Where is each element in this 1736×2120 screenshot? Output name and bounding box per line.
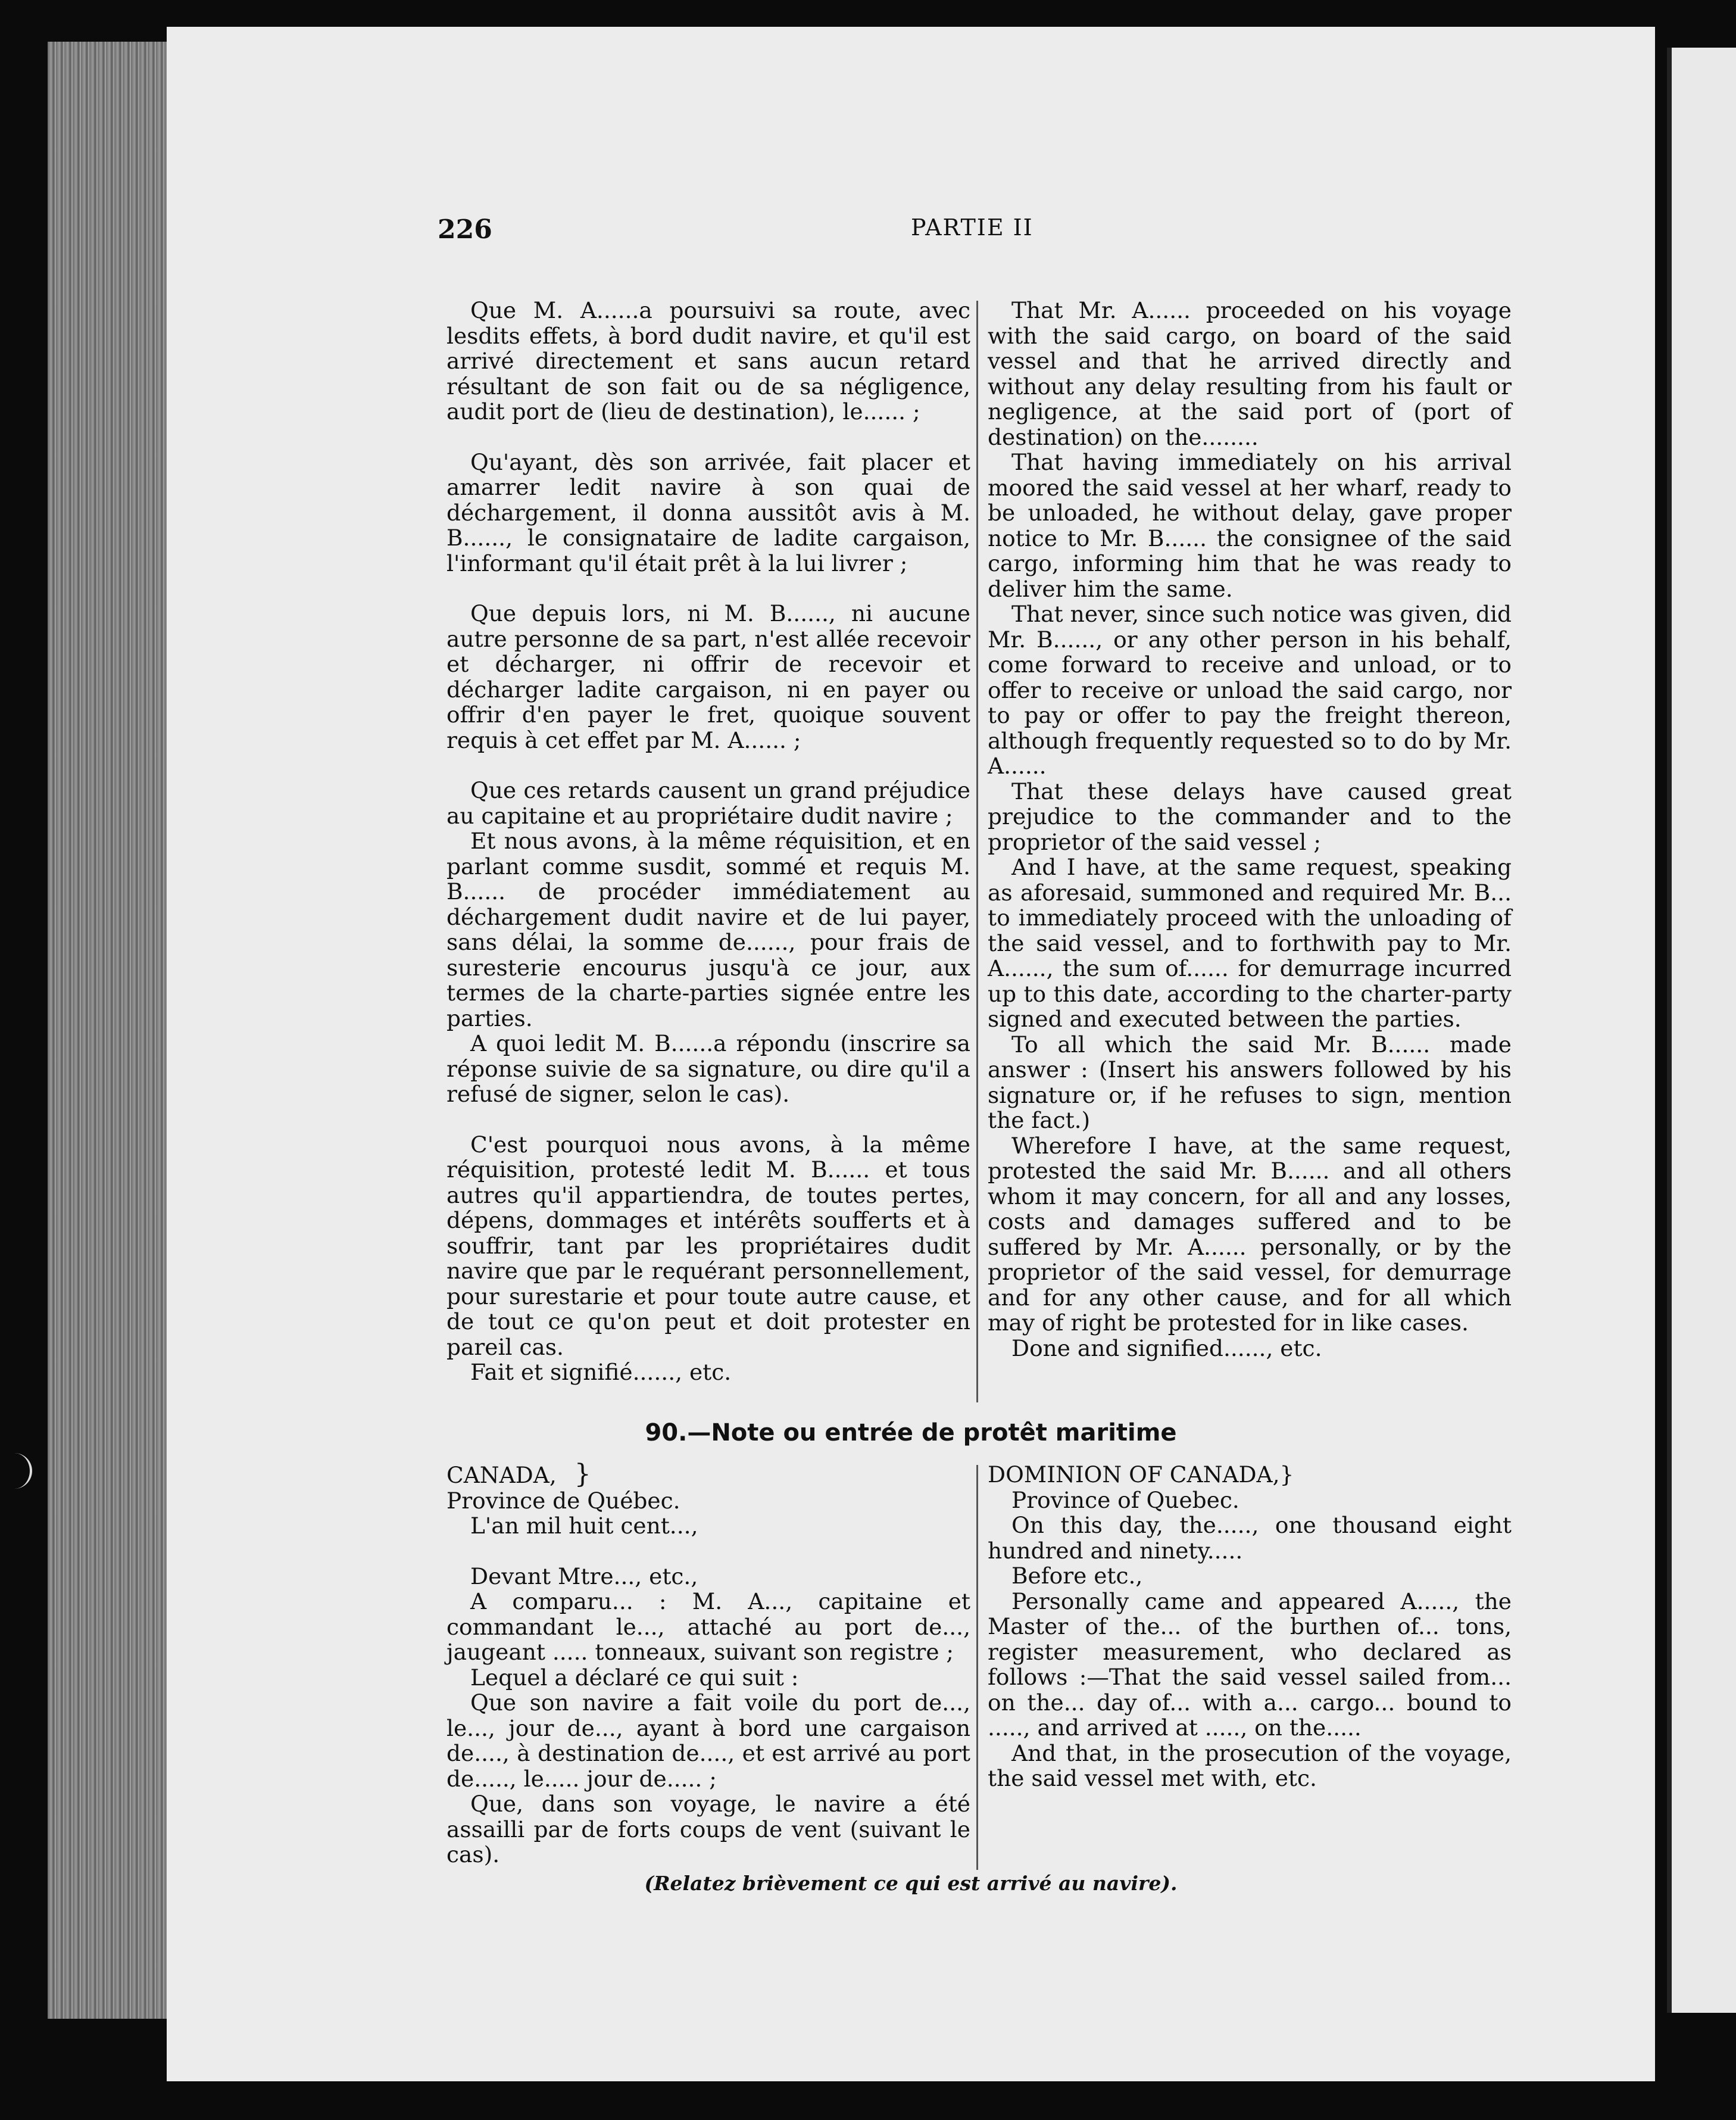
french-paragraph: Que, dans son voyage, le navire a été assailli par de forts coups de vent (suivant le cas). xyxy=(447,1791,970,1868)
french-paragraph: Que depuis lors, ni M. B......, ni aucune autre personne de sa part, n'est allée recevoir et décharger, ni offrir de recevoir et décharger ladite cargaison, ni en payer ou offrir d'en payer le fret, quoique souvent requis à cet effet par M. A...... ; xyxy=(447,600,970,753)
running-head: PARTIE II xyxy=(911,214,1034,241)
french-paragraph: Devant Mtre..., etc., xyxy=(470,1563,698,1589)
english-paragraph: That having immediately on his arrival moored the said vessel at her wharf, ready to be unloaded, he without delay, gave proper notice to Mr. B...... the consignee of the said cargo, informing him that he was ready to deliver him the same. xyxy=(988,449,1512,602)
english-paragraph: Done and signified......, etc. xyxy=(1011,1335,1322,1361)
english-column-top xyxy=(988,298,1512,1361)
english-column-bottom xyxy=(988,1462,1512,1791)
english-paragraph: To all which the said Mr. B...... made answer : (Insert his answers followed by his signature or, if he refuses to sign, mention the fact.) xyxy=(988,1031,1512,1133)
french-locale-province: Province de Québec. xyxy=(447,1487,680,1514)
french-column-bottom xyxy=(447,1459,970,1868)
french-paragraph: A quoi ledit M. B......a répondu (inscrire sa réponse suivie de sa signature, ou dire qu'il a refusé de signer, selon le cas). xyxy=(447,1030,970,1107)
french-paragraph: Que M. A......a poursuivi sa route, avec lesdits effets, à bord dudit navire, et qu'il est arrivé directement et sans aucun retard résultant de son fait ou de sa négligence, audit port de (lieu de destination), le...... ; xyxy=(447,297,970,425)
french-paragraph: A comparu... : M. A..., capitaine et commandant le..., attaché au port de..., jaugeant ..... tonneaux, suivant son registre ; xyxy=(447,1588,970,1665)
french-paragraph: Fait et signifié......, etc. xyxy=(470,1359,732,1385)
french-paragraph: Que ces retards causent un grand préjudice au capitaine et au propriétaire dudit navire ; xyxy=(447,777,970,829)
page-number: 226 xyxy=(438,214,492,245)
english-paragraph: Personally came and appeared A....., the Master of the... of the burthen of... tons, register measurement, who declared as follows :—That the said vessel sailed from... on the... day of... with a... cargo... bound to ....., and arrived at ....., on the..... xyxy=(988,1588,1512,1741)
english-paragraph: Wherefore I have, at the same request, protested the said Mr. B...... and all others whom it may concern, for all and any losses, costs and damages suffered and to be suffered by Mr. A...... personally, or by the proprietor of the said vessel, for demurrage and for any other cause, and for all which may of right be protested for in like cases. xyxy=(988,1132,1512,1336)
french-paragraph: Que son navire a fait voile du port de..., le..., jour de..., ayant à bord une cargaison de...., à destination de...., et est arrivé au port de....., le..... jour de..... ; xyxy=(447,1689,970,1792)
english-paragraph: Before etc., xyxy=(1011,1563,1143,1589)
french-paragraph: Lequel a déclaré ce qui suit : xyxy=(470,1664,799,1691)
column-divider-bottom xyxy=(976,1465,978,1870)
book-page xyxy=(167,27,1655,2081)
french-paragraph: C'est pourquoi nous avons, à la même réquisition, protesté ledit M. B...... et tous autres qu'il appartiendra, de toutes pertes, dépens, dommages et intérêts soufferts et à souffrir, tant par les propriétaires dudit navire que par le requérant personnellement, pour surestarie et pour toute autre cause, et de tout ce qu'on peut et doit protester en pareil cas. xyxy=(447,1131,970,1360)
brace-icon: } xyxy=(1279,1461,1294,1488)
english-paragraph: That Mr. A...... proceeded on his voyage with the said cargo, on board of the said vessel and that he arrived directly and without any delay resulting from his fault or negligence, at the said port of (port of destination) on the........ xyxy=(988,297,1512,450)
french-paragraph: Et nous avons, à la même réquisition, et en parlant comme susdit, sommé et requis M. B...... de procéder immédiatement au déchargement dudit navire et de lui payer, sans délai, la somme de......, pour frais de suresterie encourus jusqu'à ce jour, aux termes de la charte-parties signée entre les parties. xyxy=(447,828,970,1031)
section-heading: 90.—Note ou entrée de protêt maritime xyxy=(645,1419,1177,1446)
adjacent-page-edge xyxy=(1667,48,1736,2013)
footnote: (Relatez brièvement ce qui est arrivé au navire). xyxy=(644,1872,1178,1895)
english-paragraph: And that, in the prosecution of the voyage, the said vessel met with, etc. xyxy=(988,1739,1512,1791)
french-paragraph: Qu'ayant, dès son arrivée, fait placer et amarrer ledit navire à son quai de déchargement, il donna aussitôt avis à M. B......, le consignataire de ladite cargaison, l'informant qu'il était prêt à la lui livrer ; xyxy=(447,448,970,576)
book-page-edges xyxy=(48,42,173,2019)
french-paragraph: L'an mil huit cent..., xyxy=(470,1513,698,1539)
english-locale-province: Province of Quebec. xyxy=(1011,1486,1239,1513)
english-paragraph: That never, since such notice was given, did Mr. B......, or any other person in his behalf, come forward to receive and unload, or to offer to receive or unload the said cargo, nor to pay or offer to pay the freight thereon, although frequently requested so to do by Mr. A...... xyxy=(988,601,1512,779)
french-column-top xyxy=(447,298,970,1385)
english-paragraph: That these delays have caused great prejudice to the commander and to the proprietor of the said vessel ; xyxy=(988,778,1512,855)
margin-mark xyxy=(6,1453,32,1489)
english-paragraph: And I have, at the same request, speaking as aforesaid, summoned and required Mr. B... to immediately proceed with the unloading of the said vessel, and to forthwith pay to Mr. A......, the sum of...... for demurrage incurred up to this date, according to the charter-party signed and executed between the parties. xyxy=(988,854,1512,1032)
english-paragraph: On this day, the....., one thousand eight hundred and ninety..... xyxy=(988,1512,1512,1564)
column-divider-top xyxy=(976,301,978,1402)
french-locale-line xyxy=(447,1459,970,1489)
english-locale-country: DOMINION OF CANADA, xyxy=(988,1461,1280,1488)
english-locale-line xyxy=(988,1462,1512,1488)
brace-icon: } xyxy=(574,1459,591,1489)
french-locale-country: CANADA, xyxy=(447,1462,557,1488)
page-header xyxy=(167,214,1655,250)
